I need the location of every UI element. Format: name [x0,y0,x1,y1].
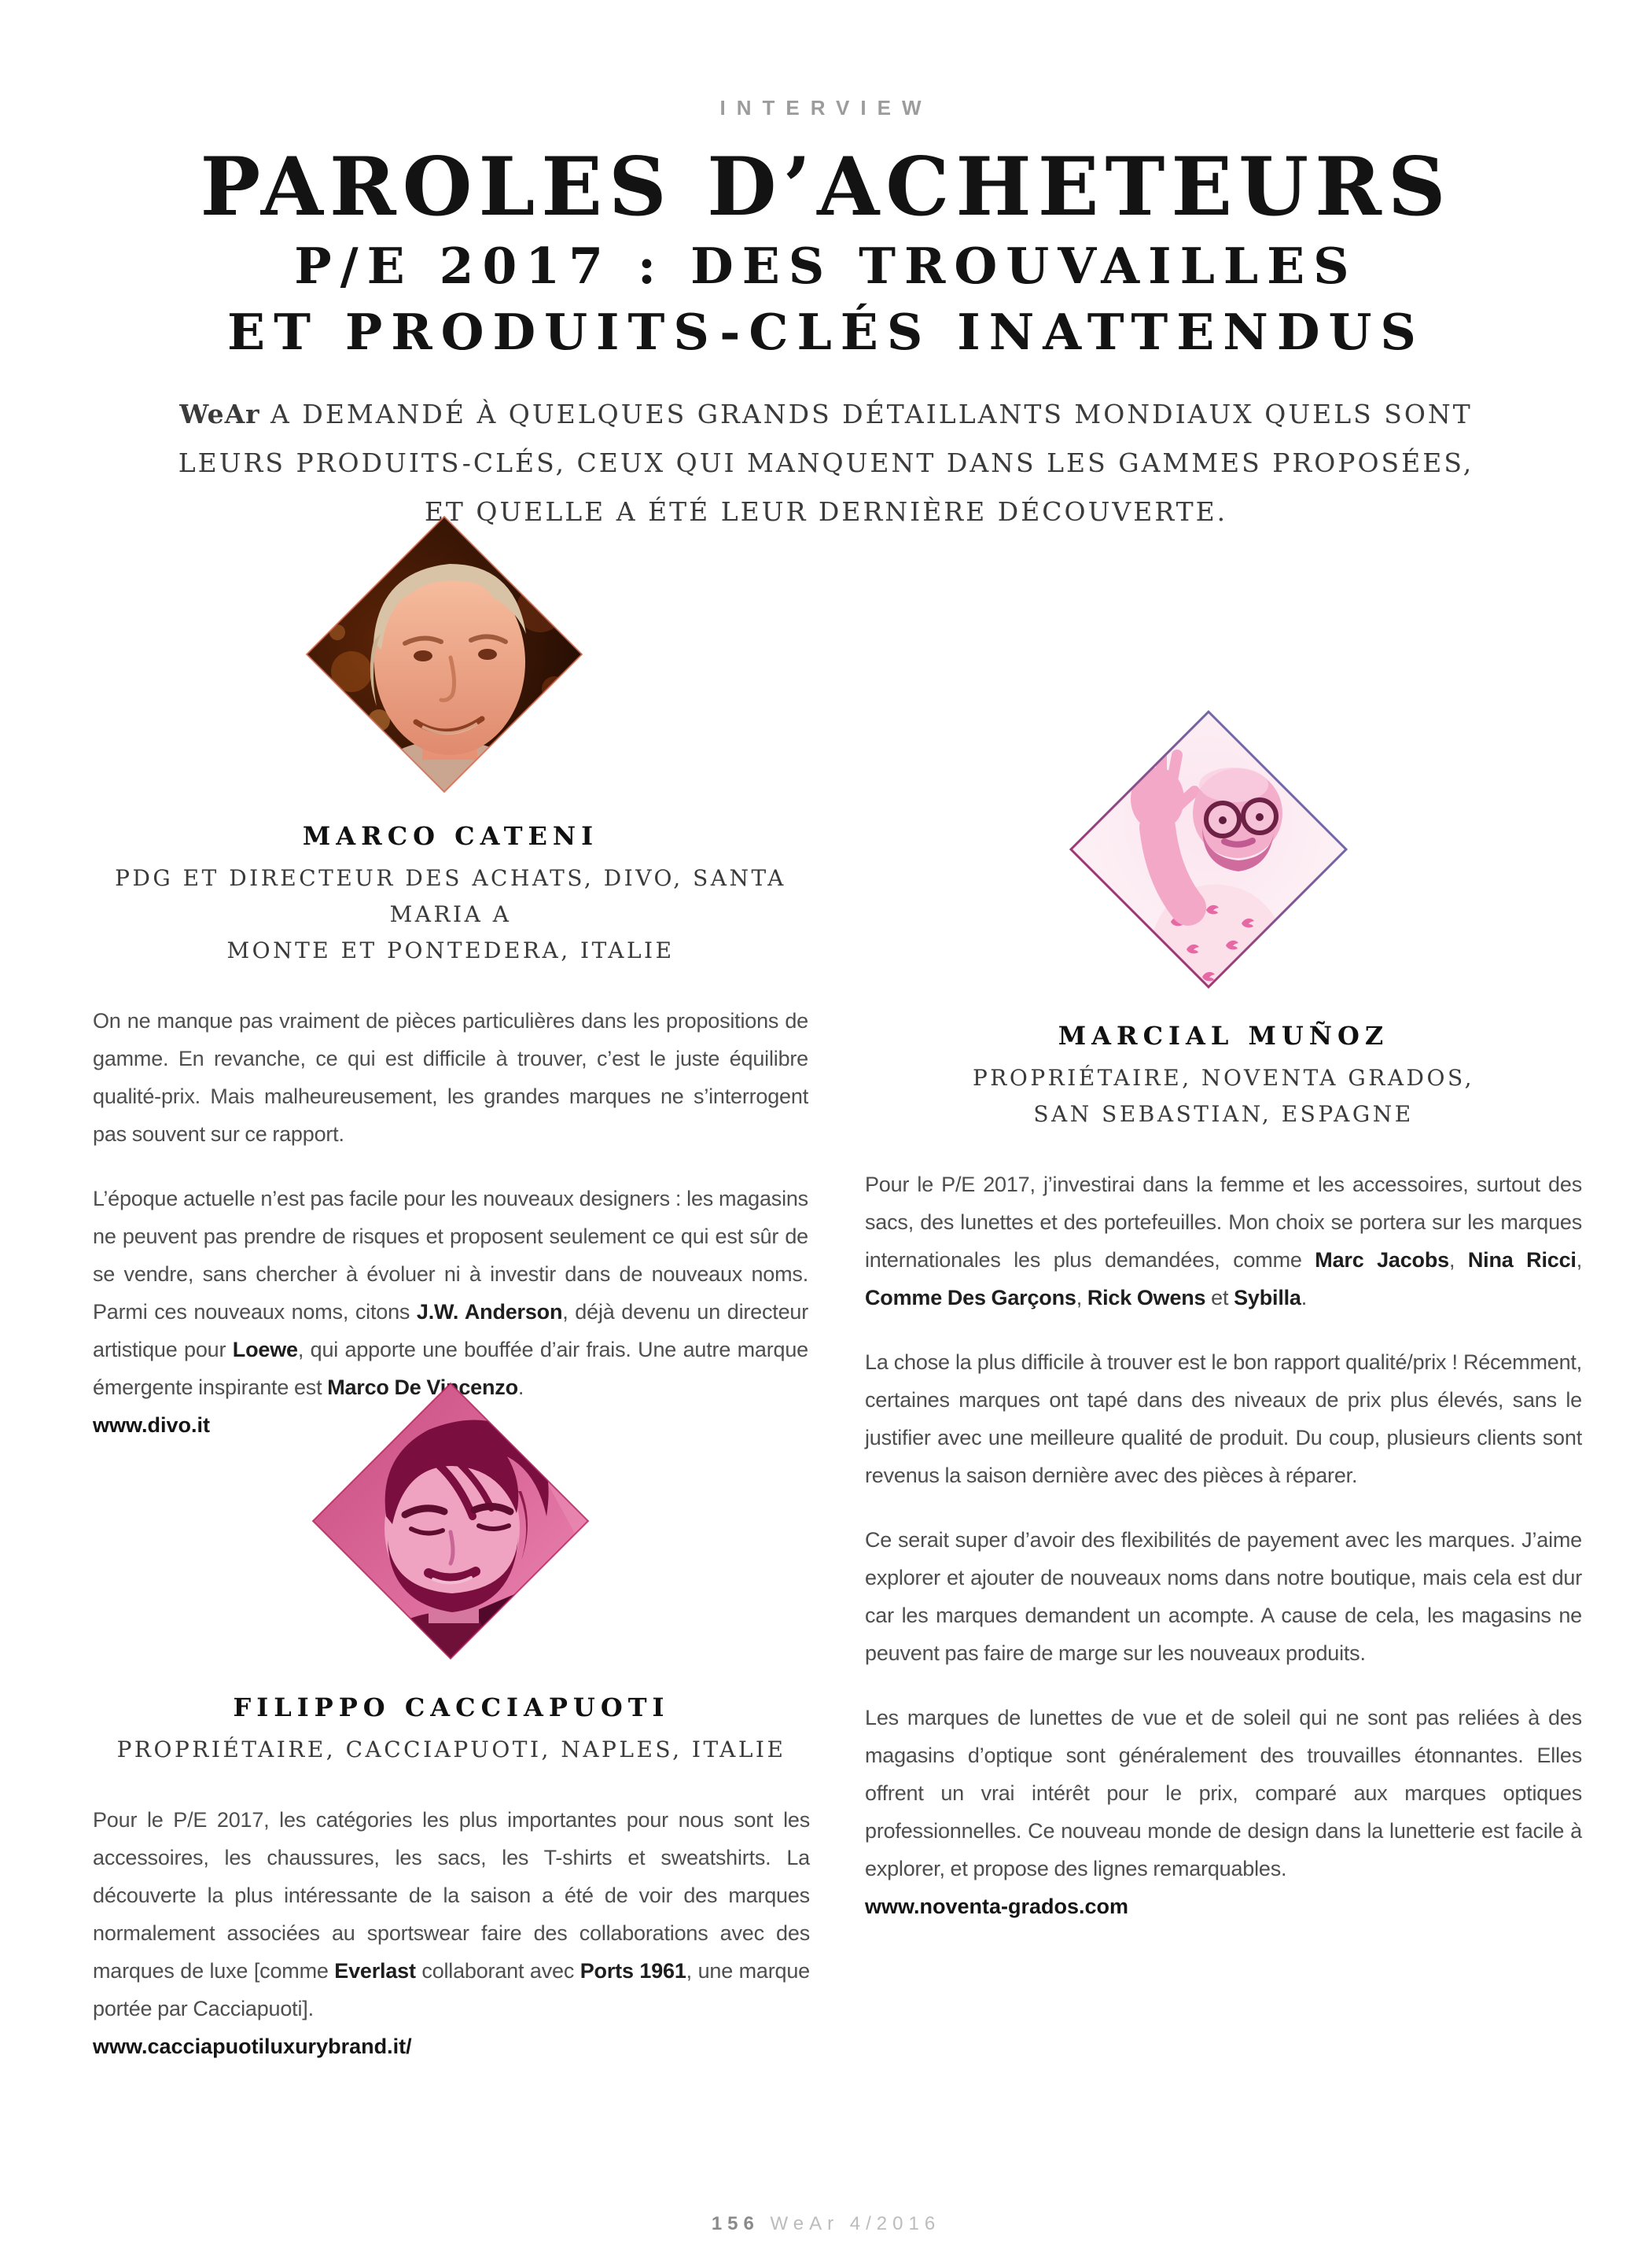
marco-body [93,1002,808,1444]
marco-cateni-photo [304,514,584,794]
cacciapuoti-link[interactable]: www.cacciapuotiluxurybrand.it/ [93,2035,412,2058]
marcial-portrait-illustration [1069,709,1348,989]
marcial-munoz-section [865,1019,1582,1925]
filippo-body [93,1801,810,2065]
intro-line-2: LEURS PRODUITS-CLÉS, CEUX QUI MANQUENT DANS LES GAMMES PROPOSÉES, [178,447,1474,478]
paragraph: La chose la plus difficile à trouver est le bon rapport qualité/prix ! Récemment, certaines marques ont tapé dans des niveaux de prix plus élevés, sans le justifier avec une meilleure qualité de produit. Du coup, plusieurs clients sont revenus la saison dernière avec des pièces à réparer. [865,1350,1582,1487]
intro-line-3: ET QUELLE A ÉTÉ LEUR DERNIÈRE DÉCOUVERTE. [424,496,1228,527]
marco-header [93,819,808,969]
page-number: 156 [711,2213,760,2234]
person-role-line: PROPRIÉTAIRE, CACCIAPUOTI, NAPLES, ITALIE [116,1736,786,1762]
person-role-line: MONTE ET PONTEDERA, ITALIE [226,937,675,963]
person-role-line: PROPRIÉTAIRE, NOVENTA GRADOS, [972,1065,1475,1091]
paragraph: Pour le P/E 2017, j’investirai dans la femme et les accessoires, surtout des sacs, des lunettes et des portefeuilles. Mon choix se portera sur les marques internationales les plus demandées, comme Marc Jacobs, Nina Ricci, Comme Des Garçons, Rick Owens et Sybilla. [865,1173,1582,1309]
person-name: FILIPPO CACCIAPUOTI [233,1692,670,1722]
issue-label: WeAr 4/2016 [770,2213,941,2234]
person-role-line: SAN SEBASTIAN, ESPAGNE [1033,1101,1414,1127]
divo-link[interactable]: www.divo.it [93,1413,211,1437]
intro-paragraph [0,390,1652,536]
page-footer [0,2213,1652,2235]
person-name: MARCIAL MUÑOZ [1058,1021,1389,1051]
marco-cateni-section [93,819,808,1444]
person-name: MARCO CATENI [302,821,599,851]
noventa-grados-link[interactable]: www.noventa-grados.com [865,1895,1129,1918]
article-title [0,142,1652,365]
paragraph: L’époque actuelle n’est pas facile pour les nouveaux designers : les magasins ne peuvent pas prendre de risques et proposent seulement ce qui est sûr de se vendre, sans chercher à évoluer ni à investir dans de nouveaux noms. Parmi ces nouveaux noms, citons J.W. Anderson, déjà devenu un directeur artistique pour Loewe, qui apporte une bouffée d’air frais. Une autre marque émergente inspirante est Marco De Vincenzo. [93,1187,809,1399]
intro-line-1 [0,390,1652,439]
marcial-munoz-photo [1069,709,1348,989]
paragraph: Les marques de lunettes de vue et de soleil qui ne sont pas reliées à des magasins d’optique sont généralement des trouvailles étonnantes. Elles offrent un vrai intérêt pour le prix, comparé aux marques optiques professionnelles. Ce nouveau monde de design dans la lunetterie est facile à explorer, et propose des lignes remarquables. [865,1706,1582,1880]
marco-portrait-illustration [304,514,584,794]
filippo-cacciapuoti-section [93,1691,810,2065]
title-line-3: ET PRODUITS-CLÉS INATTENDUS [227,303,1425,361]
paragraph: Pour le P/E 2017, les catégories les plus importantes pour nous sont les accessoires, les chaussures, les sacs, les T-shirts et sweatshirts. La découverte la plus intéressante de la saison a été de voir des marques normalement associées au sportswear faire des collaborations avec des marques de luxe [comme Everlast collaborant avec Ports 1961, une marque portée par Cacciapuoti]. [93,1808,810,2020]
filippo-header [93,1691,810,1768]
intro-line-1-text: A DEMANDÉ À QUELQUES GRANDS DÉTAILLANTS MONDIAUX QUELS SONT [259,399,1473,429]
title-line-2: P/E 2017 : DES TROUVAILLES [294,237,1358,295]
marcial-header [865,1019,1582,1132]
section-label: INTERVIEW [719,96,933,120]
person-role-line: PDG ET DIRECTEUR DES ACHATS, DIVO, SANTA MARIA A [115,865,786,927]
paragraph: On ne manque pas vraiment de pièces particulières dans les propositions de gamme. En revanche, ce qui est difficile à trouver, c’est le juste équilibre qualité-prix. Mais malheureusement, les grandes marques ne s’interrogent pas souvent sur ce rapport. [93,1009,808,1146]
paragraph: Ce serait super d’avoir des flexibilités de payement avec les marques. J’aime explorer et ajouter de nouveaux noms dans notre boutique, mais cela est dur car les marques demandent un acompte. A cause de cela, les magasins ne peuvent pas faire de marge sur les nouveaux produits. [865,1528,1582,1665]
filippo-cacciapuoti-photo [311,1381,591,1661]
title-line-1: PAROLES D’ACHETEURS [200,140,1452,234]
magazine-brand: WeAr [179,399,260,429]
marcial-body [865,1166,1582,1925]
filippo-portrait-illustration [311,1381,591,1661]
